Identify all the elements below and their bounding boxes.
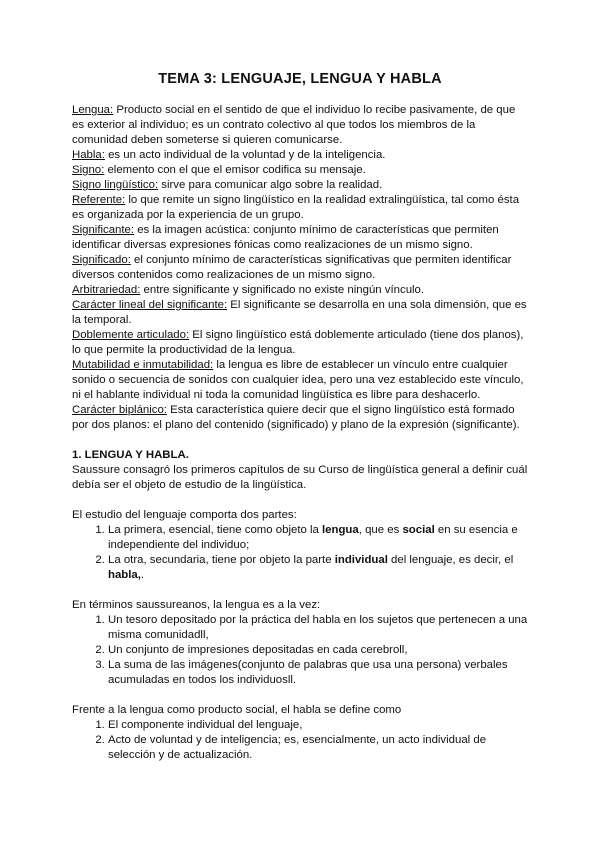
text-run: en su esencia e independiente del individuo; xyxy=(108,524,518,551)
text-run: . xyxy=(140,569,145,581)
definition-text: es la imagen acústica: conjunto mínimo de características que permiten identificar diversas expresiones fónicas como realizaciones de un mismo signo. xyxy=(72,224,499,251)
definition-caracter-lineal xyxy=(72,298,528,328)
definition-lengua xyxy=(72,103,528,148)
definition-text: El signo lingüístico está doblemente articulado (tiene dos planos), lo que permite la productividad de la lengua. xyxy=(72,329,524,356)
definition-text: Esta característica quiere decir que el signo lingüístico está formado por dos planos: el plano del contenido (significado) y plano de la expresión (significante). xyxy=(72,404,520,431)
definition-term: Lengua: xyxy=(72,104,114,116)
definition-term: Significado: xyxy=(72,254,131,266)
habla-list xyxy=(72,718,528,763)
definition-habla xyxy=(72,148,528,163)
section-intro: Saussure consagró los primeros capítulos de su Curso de lingüística general a definir cuál debía ser el objeto de estudio de la lingüística. xyxy=(72,464,528,491)
definition-caracter-biplanico xyxy=(72,403,528,433)
definition-arbitrariedad xyxy=(72,283,528,298)
definition-text: el conjunto mínimo de características significativas que permiten identificar diversos contenidos como realizaciones de un mismo signo. xyxy=(72,254,512,281)
list-item: 1. El componente individual del lenguaje, xyxy=(108,718,528,733)
definition-text: la lengua es libre de establecer un vínculo entre cualquier sonido o secuencia de sonidos con cualquier idea, pero una vez establecido este vínculo, ni el hablante individual ni toda la comunidad lingüística es libre para deshacerlo. xyxy=(72,359,524,401)
definition-text: lo que remite un signo lingüístico en la realidad extralingüística, tal como ésta es organizada por la experiencia de un grupo. xyxy=(72,194,520,221)
spacer xyxy=(72,583,528,598)
definition-text: Producto social en el sentido de que el individuo lo recibe pasivamente, de que es exterior al individuo; es un contrato colectivo al que todos los miembros de la comunidad deben someterse si quieren comunicarse. xyxy=(72,104,516,146)
definition-term: Carácter lineal del significante: xyxy=(72,299,228,311)
bold-term: lengua xyxy=(322,524,359,536)
definition-referente xyxy=(72,193,528,223)
page-title: TEMA 3: LENGUAJE, LENGUA Y HABLA xyxy=(158,71,442,87)
definition-term: Habla: xyxy=(72,149,105,161)
saussure-intro: En términos saussureanos, la lengua es a la vez: xyxy=(72,599,321,611)
definition-term: Signo: xyxy=(72,164,105,176)
definitions-list xyxy=(72,103,528,433)
definition-term: Signo lingüístico: xyxy=(72,179,159,191)
definition-term: Doblemente articulado: xyxy=(72,329,190,341)
definition-signo-linguistico xyxy=(72,178,528,193)
bold-term: social xyxy=(402,524,435,536)
definition-term: Significante: xyxy=(72,224,135,236)
definition-text: El significante se desarrolla en una sola dimensión, que es la temporal. xyxy=(72,299,527,326)
section-heading: 1. LENGUA Y HABLA. xyxy=(72,449,189,461)
habla-intro: Frente a la lengua como producto social, el habla se define como xyxy=(72,704,402,716)
spacer xyxy=(72,493,528,508)
list-item xyxy=(108,523,528,553)
bold-term: individual xyxy=(334,554,388,566)
parts-intro: El estudio del lenguaje comporta dos partes: xyxy=(72,509,297,521)
text-run: del lenguaje, es decir, el xyxy=(387,554,514,566)
text-run: , que es xyxy=(358,524,403,536)
definition-term: Mutabilidad e inmutabilidad: xyxy=(72,359,214,371)
list-item: 2. Acto de voluntad y de inteligencia; es, esencialmente, un acto individual de selección y de actualización. xyxy=(108,733,528,763)
saussure-list xyxy=(72,613,528,688)
definition-significado xyxy=(72,253,528,283)
definition-text: elemento con el que el emisor codifica su mensaje. xyxy=(104,164,366,176)
text-run: La otra, secundaria, tiene por objeto la parte xyxy=(108,554,335,566)
definition-term: Arbitrariedad: xyxy=(72,284,141,296)
text-run: La primera, esencial, tiene como objeto la xyxy=(108,524,323,536)
list-item xyxy=(108,553,528,583)
definition-signo xyxy=(72,163,528,178)
definition-text: sirve para comunicar algo sobre la realidad. xyxy=(158,179,383,191)
definition-doblemente-articulado xyxy=(72,328,528,358)
definition-term: Referente: xyxy=(72,194,126,206)
definition-term: Carácter biplánico: xyxy=(72,404,167,416)
spacer xyxy=(72,688,528,703)
parts-list xyxy=(72,523,528,583)
definition-text: entre significante y significado no existe ningún vínculo. xyxy=(140,284,425,296)
definition-text: es un acto individual de la voluntad y de la inteligencia. xyxy=(104,149,386,161)
list-item: 1. Un tesoro depositado por la práctica del habla en los sujetos que pertenecen a una misma comunidadll, xyxy=(108,613,528,643)
definition-significante xyxy=(72,223,528,253)
bold-term: habla, xyxy=(108,569,141,581)
list-item: 2. Un conjunto de impresiones depositadas en cada cerebroll, xyxy=(108,643,528,658)
list-item: 3. La suma de las imágenes(conjunto de palabras que usa una persona) verbales acumuladas en todos los individuosll. xyxy=(108,658,528,688)
definition-mutabilidad xyxy=(72,358,528,403)
